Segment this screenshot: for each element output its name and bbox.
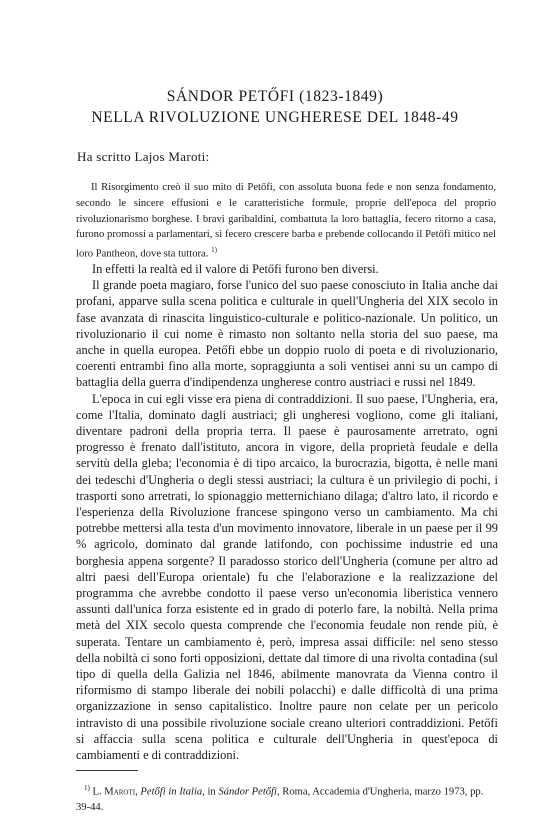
quote-text: Il Risorgimento creò il suo mito di Petőfi, con assoluta buona fede e non senza fondamento, secondo le sincere effusioni e le caratteristiche formule, proprie dell'epoca del proprio rivoluzionarismo borghese. I bravi garibaldini, combattuta la loro battaglia, fecero ritorno a casa, furono promossi a parlamentari, si fecero crescere barba e prebende collocando il Petőfi mitico nel loro Pantheon, dove sta tuttora. [76, 182, 496, 260]
footnote-publication: Roma, Accademia d'Ungheria, marzo 1973, pp. 39-44. [76, 786, 484, 814]
footnote-mark: 1) [84, 784, 90, 792]
footnote-divider [76, 770, 138, 771]
title-line-1: SÁNDOR PETŐFI (1823-1849) [166, 88, 384, 105]
footnote-volume-title: Sándor Petőfi, [218, 786, 280, 798]
footnote-paragraph [76, 781, 496, 816]
body-paragraph-1: In effetti la realtà ed il valore di Petőfi furono ben diversi. [92, 262, 379, 276]
footnote [76, 781, 496, 816]
title-line-2: NELLA RIVOLUZIONE UNGHERESE DEL 1848-49 [91, 109, 459, 126]
block-quote [76, 180, 496, 263]
quote-paragraph [76, 180, 496, 263]
body-paragraph-3: L'epoca in cui egli visse era piena di contraddizioni. Il suo paese, l'Ungheria, era, come l'Italia, dominato dagli austriaci; gli ungheresi vogliono, come gli italiani, diventare padroni della propria terra. Il paese è paurosamente arretrato, ogni progresso è frenato dall'istituto, ancora in vigore, della proprietà feudale e della servitù della gleba; l'economia è di tipo arcaico, la burocrazia, bigotta, è nelle mani dei tedeschi d'Ungheria o degli stessi austriaci; la cultura è un privilegio di pochi, i trasporti sono arretrati, lo spionaggio metternichiano dilaga; d'altro lato, il ricordo e l'esperienza della Rivoluzione francese spingono verso un cambiamento. Ma chi potrebbe mettersi alla testa d'un movimento innovatore, liberale in un paese per il 99 % agricolo, dominato dal grande latifondo, con pochissime industrie ed una borghesia appena sorgente? Il paradosso storico dell'Ungheria (comune per altro ad altri paesi dell'Europa orientale) fu che l'elaborazione e la realizzazione del programma che avrebbe condotto il paese verso un'economia liberistica vennero assunti dall'unica forza esistente ed in grado di poterlo fare, la nobiltà. Nella prima metà del XIX secolo questa comprende che l'economia feudale non rende più, è superata. Tentare un cambiamento è, però, impresa assai difficile: nel seno stesso della nobiltà ci sono forti opposizioni, dettate dal timore di una rivolta contadina (sul tipo di quella della Galizia nel 1846, abilmente manovrata da Vienna contro il riformismo di stampo liberale dei nobili polacchi) e dalle difficoltà di una prima organizzazione in senso capitalistico. Inoltre paure non celate per un pericolo intravisto di una possibile rivoluzione sociale creano ulteriori contraddizioni. Petőfi si affaccia sulla scena politica e culturale dell'Ungheria in quest'epoca di cambiamenti e di contraddizioni. [76, 391, 498, 763]
footnote-work-title: Petőfi in Italia, [140, 786, 205, 798]
footnote-reference: 1) [211, 246, 217, 255]
body-paragraph-2: Il grande poeta magiaro, forse l'unico del suo paese conosciuto in Italia anche dai profani, apparve sulla scena politica e culturale in quell'Ungheria del XIX secolo in fase avanzata di rinascita linguistico-culturale e politico-nazionale. Un politico, un rivoluzionario il cui nome è rimasto non soltanto nella storia del suo paese, ma anche in quella europea. Petőfi ebbe un doppio ruolo di poeta e di rivoluzionario, coerenti entrambi fino alla morte, sopraggiunta a soli ventisei anni su un campo di battaglia della guerra d'indipendenza ungherese contro austriaci e russi nel 1849. [76, 278, 498, 390]
body-text [76, 261, 498, 763]
intro-line: Ha scritto Lajos Maroti: [77, 149, 210, 164]
article-title [0, 86, 550, 128]
footnote-author: L. Maroti, [92, 786, 138, 798]
footnote-in: in [207, 786, 216, 798]
